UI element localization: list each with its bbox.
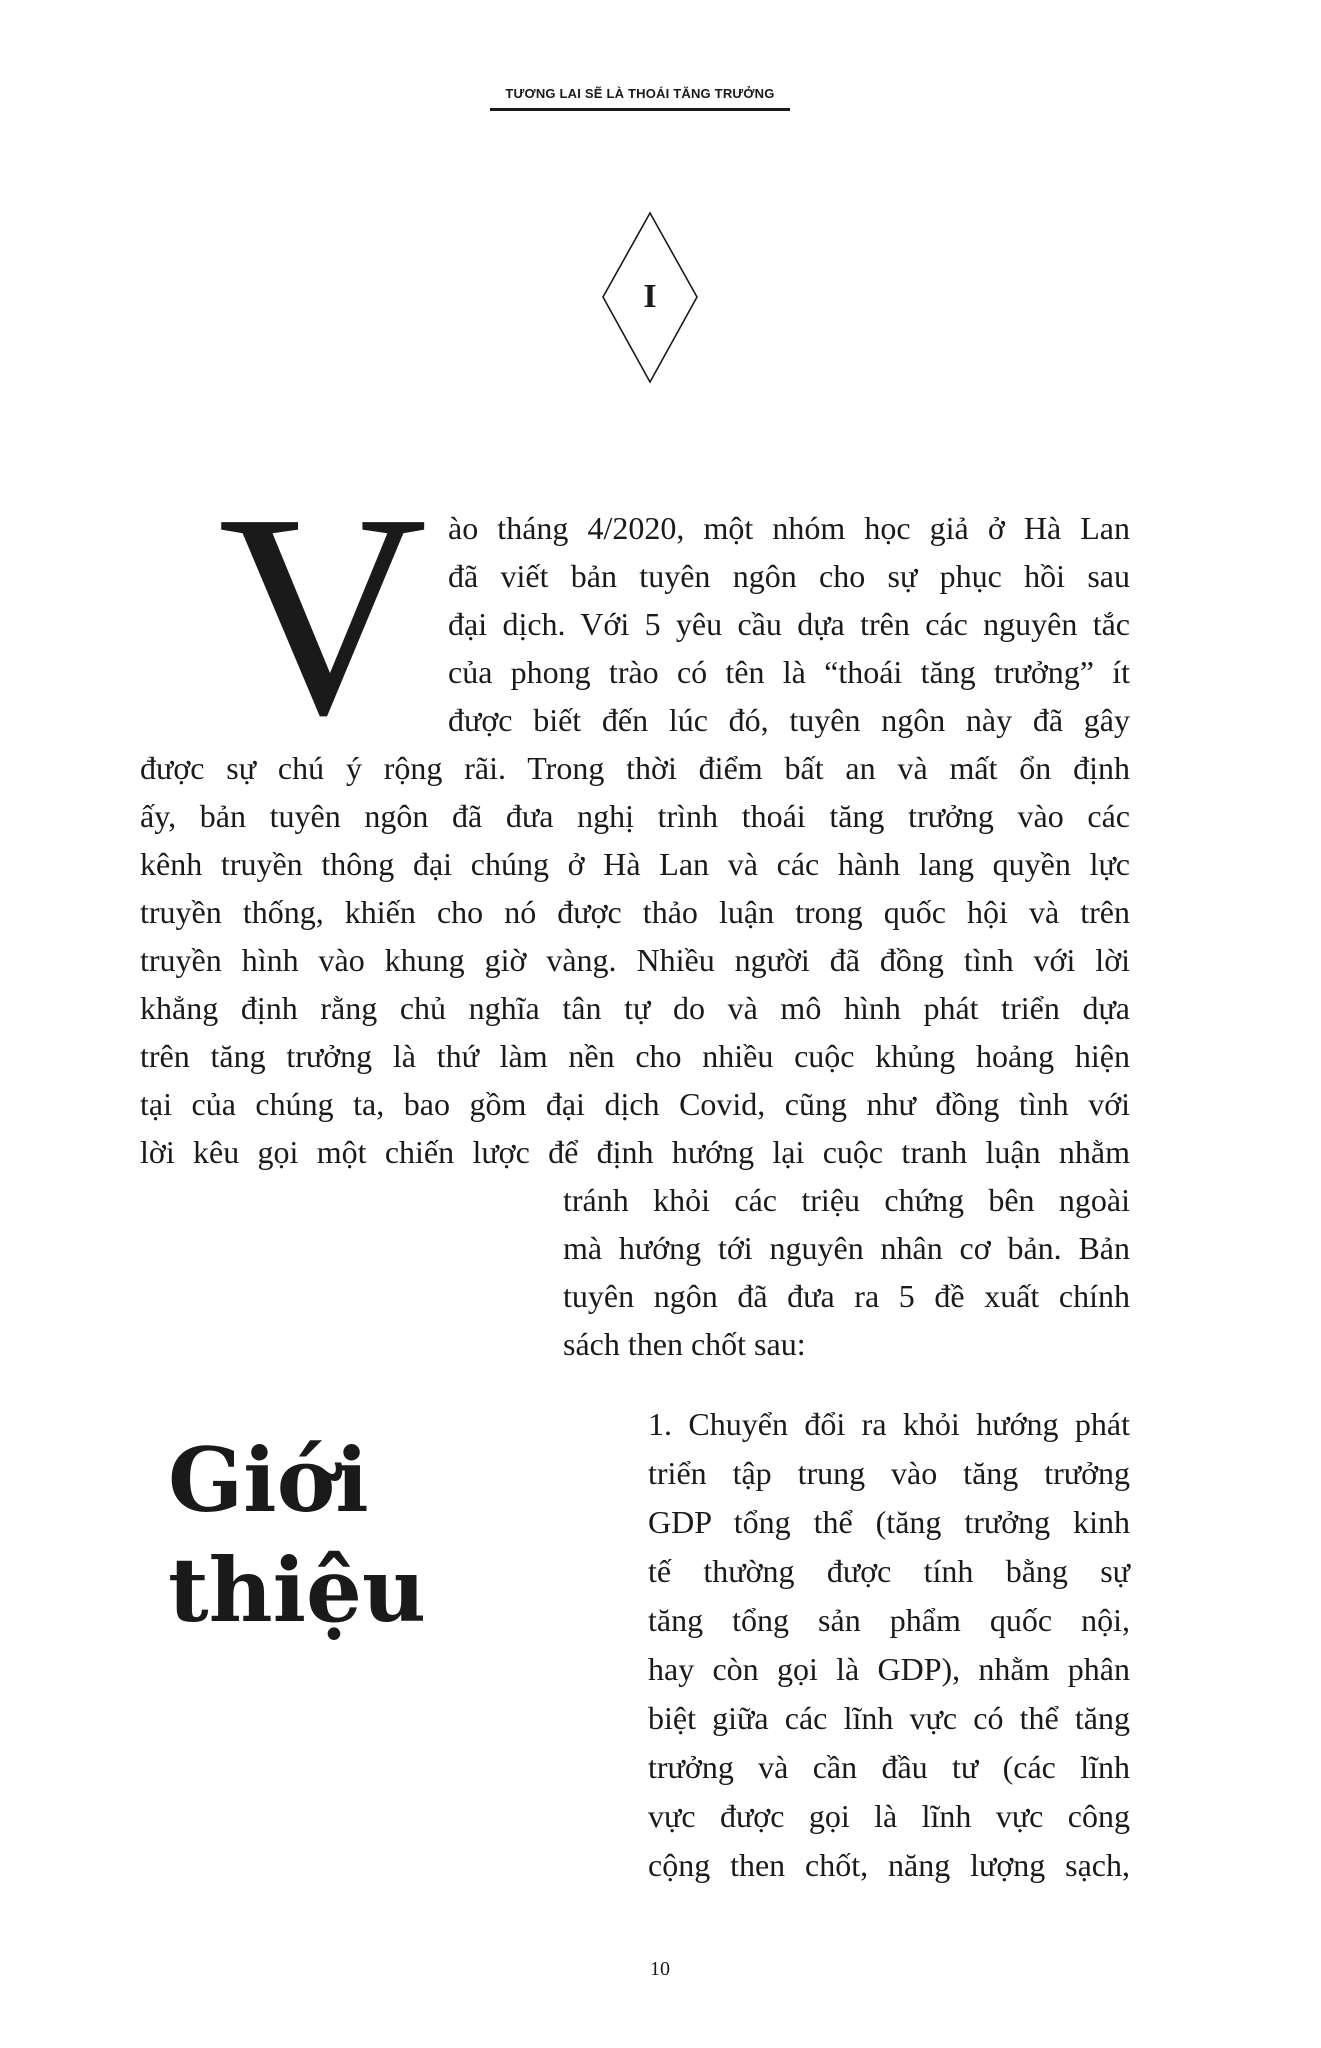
- paragraph-line: của phong trào có tên là “thoái tăng trưởng” ít: [448, 654, 1130, 690]
- list-item-line: vực được gọi là lĩnh vực công: [648, 1798, 1130, 1834]
- list-item-line: triển tập trung vào tăng trưởng: [648, 1455, 1130, 1491]
- paragraph-line: khẳng định rằng chủ nghĩa tân tự do và mô hình phát triển dựa: [140, 990, 1130, 1026]
- page-number: 10: [650, 1958, 670, 1980]
- header-rule: [490, 108, 790, 111]
- paragraph-line: đã viết bản tuyên ngôn cho sự phục hồi sau: [448, 558, 1130, 594]
- paragraph-line: truyền hình vào khung giờ vàng. Nhiều người đã đồng tình với lời: [140, 942, 1130, 978]
- section-title: [168, 1425, 468, 1645]
- list-item-line: trưởng và cần đầu tư (các lĩnh: [648, 1749, 1130, 1785]
- paragraph-line: ào tháng 4/2020, một nhóm học giả ở Hà Lan: [448, 510, 1130, 546]
- paragraph-line: sách then chốt sau:: [563, 1326, 806, 1362]
- list-item-line: GDP tổng thể (tăng trưởng kinh: [648, 1504, 1130, 1540]
- section-title-line-2: thiệu: [168, 1538, 427, 1642]
- paragraph-line: kênh truyền thông đại chúng ở Hà Lan và các hành lang quyền lực: [140, 846, 1130, 882]
- paragraph-line: được sự chú ý rộng rãi. Trong thời điểm bất an và mất ổn định: [140, 750, 1130, 786]
- paragraph-line: truyền thống, khiến cho nó được thảo luận trong quốc hội và trên: [140, 894, 1130, 930]
- section-title-line-1: Giới: [168, 1428, 369, 1532]
- list-item-line: tăng tổng sản phẩm quốc nội,: [648, 1602, 1130, 1638]
- paragraph-line: lời kêu gọi một chiến lược để định hướng lại cuộc tranh luận nhằm: [140, 1134, 1130, 1170]
- list-item-line: cộng then chốt, năng lượng sạch,: [648, 1847, 1130, 1883]
- paragraph-line: ấy, bản tuyên ngôn đã đưa nghị trình thoái tăng trưởng vào các: [140, 798, 1130, 834]
- drop-cap: V: [218, 454, 428, 775]
- list-item-line: hay còn gọi là GDP), nhằm phân: [648, 1651, 1130, 1687]
- paragraph-line: tuyên ngôn đã đưa ra 5 đề xuất chính: [563, 1278, 1130, 1314]
- paragraph-line: được biết đến lúc đó, tuyên ngôn này đã gây: [448, 702, 1130, 738]
- paragraph-line: trên tăng trưởng là thứ làm nền cho nhiều cuộc khủng hoảng hiện: [140, 1038, 1130, 1074]
- paragraph-line: đại dịch. Với 5 yêu cầu dựa trên các nguyên tắc: [448, 606, 1130, 642]
- chapter-numeral: I: [643, 278, 657, 315]
- list-item-line: biệt giữa các lĩnh vực có thể tăng: [648, 1700, 1130, 1736]
- list-item-line: tế thường được tính bằng sự: [648, 1553, 1130, 1589]
- paragraph-line: tránh khỏi các triệu chứng bên ngoài: [563, 1182, 1130, 1218]
- running-header: TƯƠNG LAI SẼ LÀ THOÁI TĂNG TRƯỞNG: [505, 86, 775, 101]
- list-item-line: 1. Chuyển đổi ra khỏi hướng phát: [648, 1406, 1130, 1442]
- paragraph-line: tại của chúng ta, bao gồm đại dịch Covid, cũng như đồng tình với: [140, 1086, 1130, 1122]
- paragraph-line: mà hướng tới nguyên nhân cơ bản. Bản: [563, 1230, 1130, 1266]
